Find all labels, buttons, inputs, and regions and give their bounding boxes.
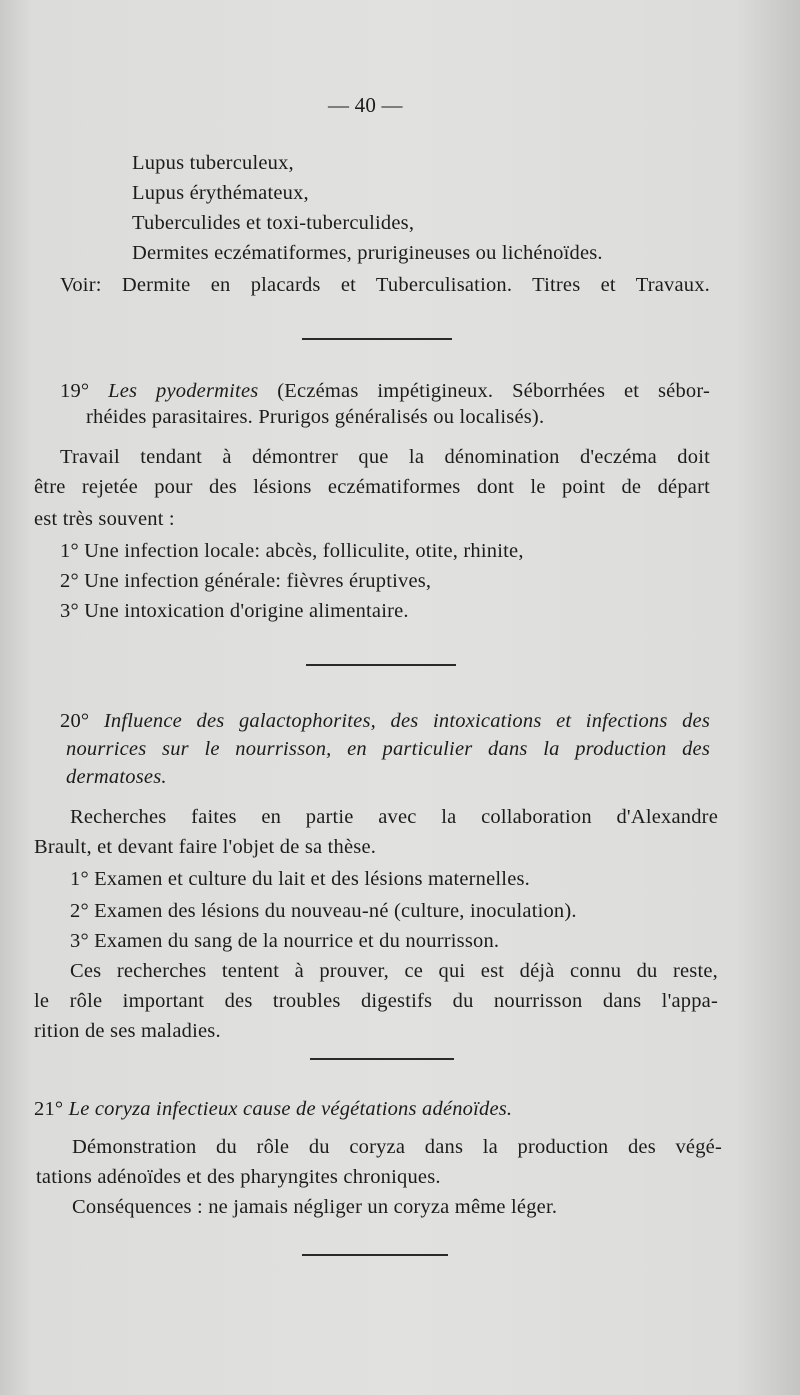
section-heading-continued: rhéides parasitaires. Prurigos généralisés ou localisés). <box>86 406 545 428</box>
list-line: Lupus tuberculeux, <box>132 152 294 174</box>
paragraph-line: Travail tendant à démontrer que la dénomination d'eczéma doit <box>60 446 710 468</box>
list-item: 1° Examen et culture du lait et des lésions maternelles. <box>70 868 531 890</box>
paragraph-line: Recherches faites en partie avec la collaboration d'Alexandre <box>70 806 718 828</box>
section-title: Le coryza infectieux cause de végétations adénoïdes. <box>68 1098 513 1120</box>
list-item: 2° Examen des lésions du nouveau-né (culture, inoculation). <box>70 900 577 922</box>
section-divider <box>310 1058 454 1060</box>
paragraph-line: le rôle important des troubles digestifs du nourrisson dans l'appa- <box>34 990 718 1012</box>
list-item: 3° Examen du sang de la nourrice et du nourrisson. <box>70 930 500 952</box>
section-number: 20° <box>60 710 90 732</box>
section-heading <box>34 1096 512 1122</box>
list-line: Dermites eczématiformes, prurigineuses ou lichénoïdes. <box>132 242 603 264</box>
section-heading <box>60 378 710 404</box>
paragraph-line: Brault, et devant faire l'objet de sa thèse. <box>34 836 377 858</box>
section-number: 19° <box>60 380 90 402</box>
list-item: 3° Une intoxication d'origine alimentaire. <box>60 600 409 622</box>
list-line: Tuberculides et toxi-tuberculides, <box>132 212 415 234</box>
paragraph-line: rition de ses maladies. <box>34 1020 221 1042</box>
section-title-line: dermatoses. <box>66 766 167 788</box>
list-item: 2° Une infection générale: fièvres éruptives, <box>60 570 432 592</box>
voir-line: Voir: Dermite en placards et Tuberculisation. Titres et Travaux. <box>60 274 710 296</box>
list-item: 1° Une infection locale: abcès, folliculite, otite, rhinite, <box>60 540 524 562</box>
section-number: 21° <box>34 1098 64 1120</box>
paragraph-line: tations adénoïdes et des pharyngites chroniques. <box>36 1166 441 1188</box>
section-title: Influence des galactophorites, des intoxications et infections des <box>103 710 710 732</box>
paragraph-line: Démonstration du rôle du coryza dans la production des végé- <box>72 1136 722 1158</box>
section-title: Les pyodermites <box>108 380 259 402</box>
section-heading <box>60 708 710 734</box>
section-divider <box>302 1254 448 1256</box>
section-divider <box>306 664 456 666</box>
section-heading-text: (Eczémas impétigineux. Séborrhées et sébor- <box>277 380 710 402</box>
paragraph-line: est très souvent : <box>34 508 175 530</box>
list-line: Lupus érythémateux, <box>132 182 309 204</box>
paragraph-line: être rejetée pour des lésions eczématiformes dont le point de départ <box>34 476 710 498</box>
section-title-line: nourrices sur le nourrisson, en particulier dans la production des <box>66 738 710 760</box>
page-number: — 40 — <box>328 93 403 117</box>
section-divider <box>302 338 452 340</box>
paragraph-line: Conséquences : ne jamais négliger un coryza même léger. <box>72 1196 558 1218</box>
paragraph-line: Ces recherches tentent à prouver, ce qui est déjà connu du reste, <box>70 960 718 982</box>
